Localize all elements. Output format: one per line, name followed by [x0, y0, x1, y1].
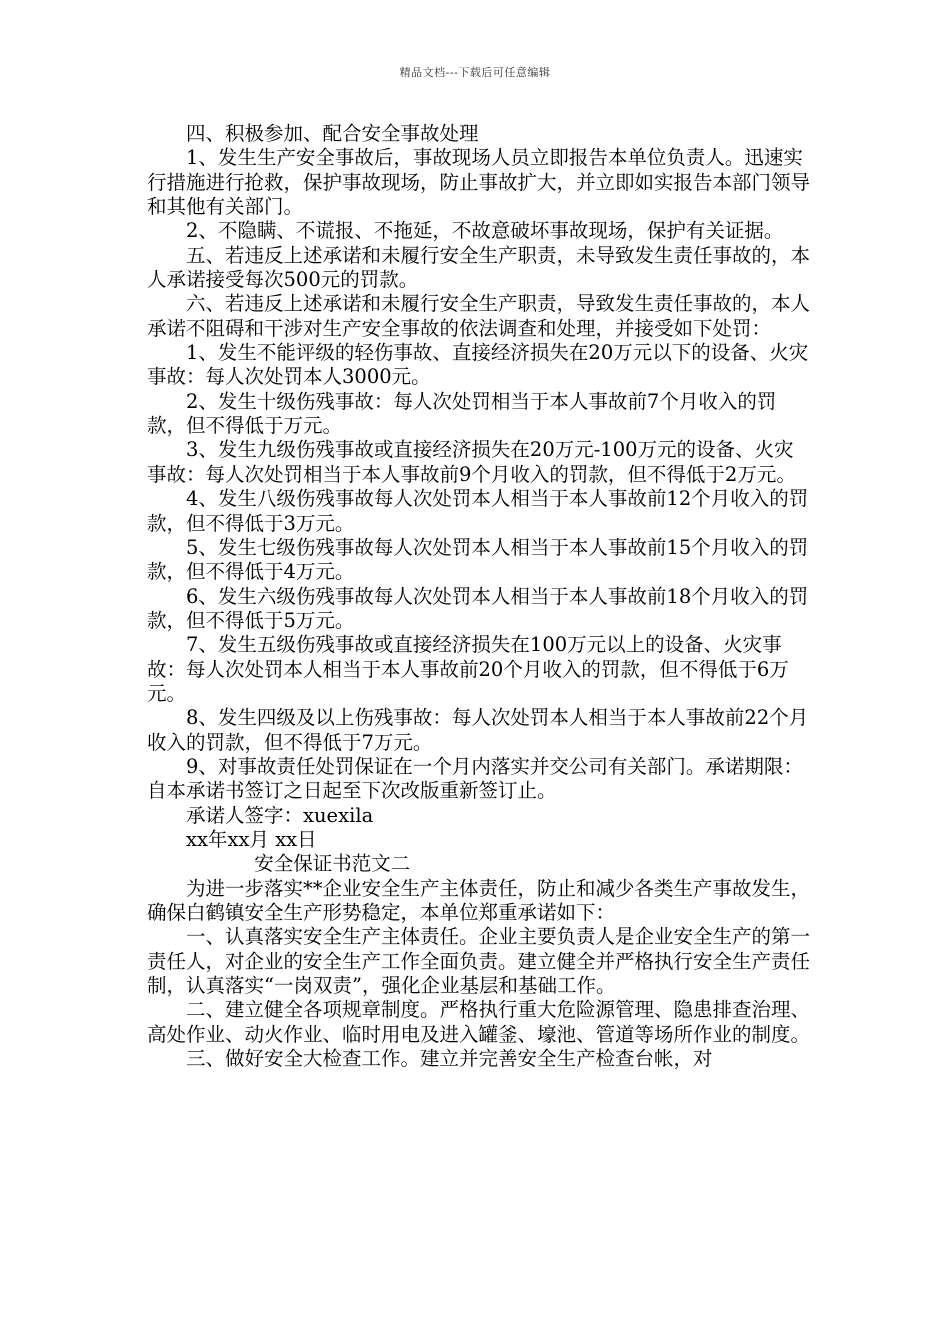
- paragraph: 五、若违反上述承诺和未履行安全生产职责，未导致发生责任事故的，本人承诺接受每次500元的罚款。: [147, 243, 811, 292]
- list-item: 9、对事故责任处罚保证在一个月内落实并交公司有关部门。承诺期限：自本承诺书签订之日起至下次改版重新签订止。: [147, 754, 803, 803]
- list-item: 5、发生七级伤残事故每人次处罚本人相当于本人事故前15个月收入的罚款，但不得低于4万元。: [147, 535, 809, 584]
- list-item: 1、发生不能评级的轻伤事故、直接经济损失在20万元以下的设备、火灾事故：每人次处罚本人3000元。: [147, 341, 809, 389]
- page-header: 精品文档---下载后可任意编辑: [399, 66, 551, 79]
- document-body: [147, 122, 813, 1071]
- signature-line: 承诺人签字：xuexila: [186, 803, 374, 827]
- list-item: 7、发生五级伤残事故或直接经济损失在100万元以上的设备、火灾事故：每人次处罚本人相当于本人事故前20个月收入的罚款，但不得低于6万元。: [147, 633, 789, 705]
- list-item: 8、发生四级及以上伤残事故：每人次处罚本人相当于本人事故前22个月收入的罚款，但不得低于7万元。: [147, 706, 809, 754]
- paragraph: 三、做好安全大检查工作。建立并完善安全生产检查台帐，对: [186, 1047, 713, 1071]
- list-item: 2、发生十级伤残事故：每人次处罚相当于本人事故前7个月收入的罚款，但不得低于万元。: [147, 389, 777, 438]
- paragraph: 六、若违反上述承诺和未履行安全生产职责，导致发生责任事故的，本人承诺不阻碍和干涉对生产安全事故的依法调查和处理，并接受如下处罚：: [147, 292, 811, 340]
- paragraph: 2、不隐瞒、不谎报、不拖延，不故意破坏事故现场，保护有关证据。: [186, 219, 784, 243]
- paragraph: 一、认真落实安全生产主体责任。企业主要负责人是企业安全生产的第一责任人，对企业的安全生产工作全面负责。建立健全并严格执行安全生产责任制，认真落实“一岗双责”，强化企业基层和基础工作。: [147, 925, 811, 998]
- paragraph: 二、建立健全各项规章制度。严格执行重大危险源管理、隐患排查治理、高处作业、动火作业、临时用电及进入罐釜、壕池、管道等场所作业的制度。: [147, 998, 811, 1046]
- section-heading: 四、积极参加、配合安全事故处理: [186, 122, 479, 145]
- section-title: 安全保证书范文二: [254, 852, 411, 876]
- date-line: xx年xx月 xx日: [186, 827, 317, 851]
- list-item: 6、发生六级伤残事故每人次处罚本人相当于本人事故前18个月收入的罚款，但不得低于5万元。: [147, 584, 809, 632]
- list-item: 4、发生八级伤残事故每人次处罚本人相当于本人事故前12个月收入的罚款，但不得低于3万元。: [147, 487, 809, 535]
- list-item: 3、发生九级伤残事故或直接经济损失在20万元-100万元的设备、火灾事故：每人次处罚相当于本人事故前9个月收入的罚款，但不得低于2万元。: [147, 438, 796, 486]
- paragraph: 为进一步落实**企业安全生产主体责任，防止和减少各类生产事故发生，确保白鹤镇安全生产形势稳定，本单位郑重承诺如下：: [147, 876, 811, 924]
- paragraph: 1、发生生产安全事故后，事故现场人员立即报告本单位负责人。迅速实行措施进行抢救，保护事故现场，防止事故扩大，并立即如实报告本部门领导和其他有关部门。: [147, 146, 811, 219]
